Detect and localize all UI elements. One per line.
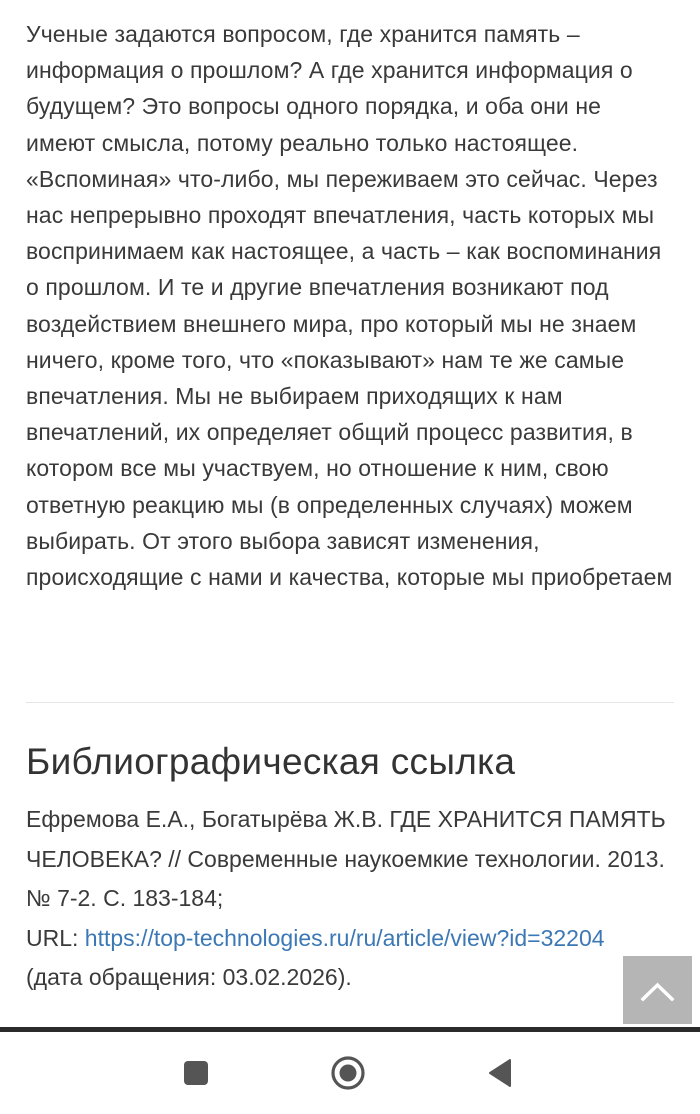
access-date: (дата обращения: 03.02.2026). [26,964,352,990]
android-navigation-bar [0,1032,700,1114]
triangle-back-icon [476,1048,526,1098]
scroll-to-top-button[interactable] [623,956,692,1024]
chevron-up-icon [623,956,692,1024]
bibliography-heading: Библиографическая ссылка [26,741,516,782]
article-paragraph: Ученые задаются вопросом, где хранится память – информация о прошлом? А где хранится информация о будущем? Это вопросы одного порядка, и оба они не имеют смысла, потому реально только настоящее. «Вспоминая» что-либо, мы переживаем это сейчас. Через нас непрерывно проходят впечатления, часть которых мы воспринимаем как настоящее, а часть – как воспоминания о прошлом. И те и другие впечатления возникают под воздействием внешнего мира, про который мы не знаем ничего, кроме того, что «показывают» нам те же самые впечатления. Мы не выбираем приходящих к нам впечатлений, их определяет общий процесс развития, в котором все мы участвуем, но отношение к ним, свою ответную реакцию мы (в определенных случаях) можем выбирать. От этого выбора зависят изменения, происходящие с нами и качества, которые мы приобретаем [26,21,673,591]
bibliography-citation-block [26,800,666,998]
url-label: URL: [26,924,79,951]
circle-icon [323,1048,373,1098]
back-button[interactable] [476,1048,526,1098]
section-divider [26,702,674,703]
recents-button[interactable] [171,1048,221,1098]
square-icon [171,1048,221,1098]
citation-text: Ефремова Е.А., Богатырёва Ж.В. ГДЕ ХРАНИТСЯ ПАМЯТЬ ЧЕЛОВЕКА? // Современные наукоемкие технологии. 2013. № 7-2. С. 183-184; [26,806,666,911]
article-url-link[interactable]: https://top-technologies.ru/ru/article/view?id=32204 [84,924,605,951]
home-button[interactable] [323,1048,373,1098]
